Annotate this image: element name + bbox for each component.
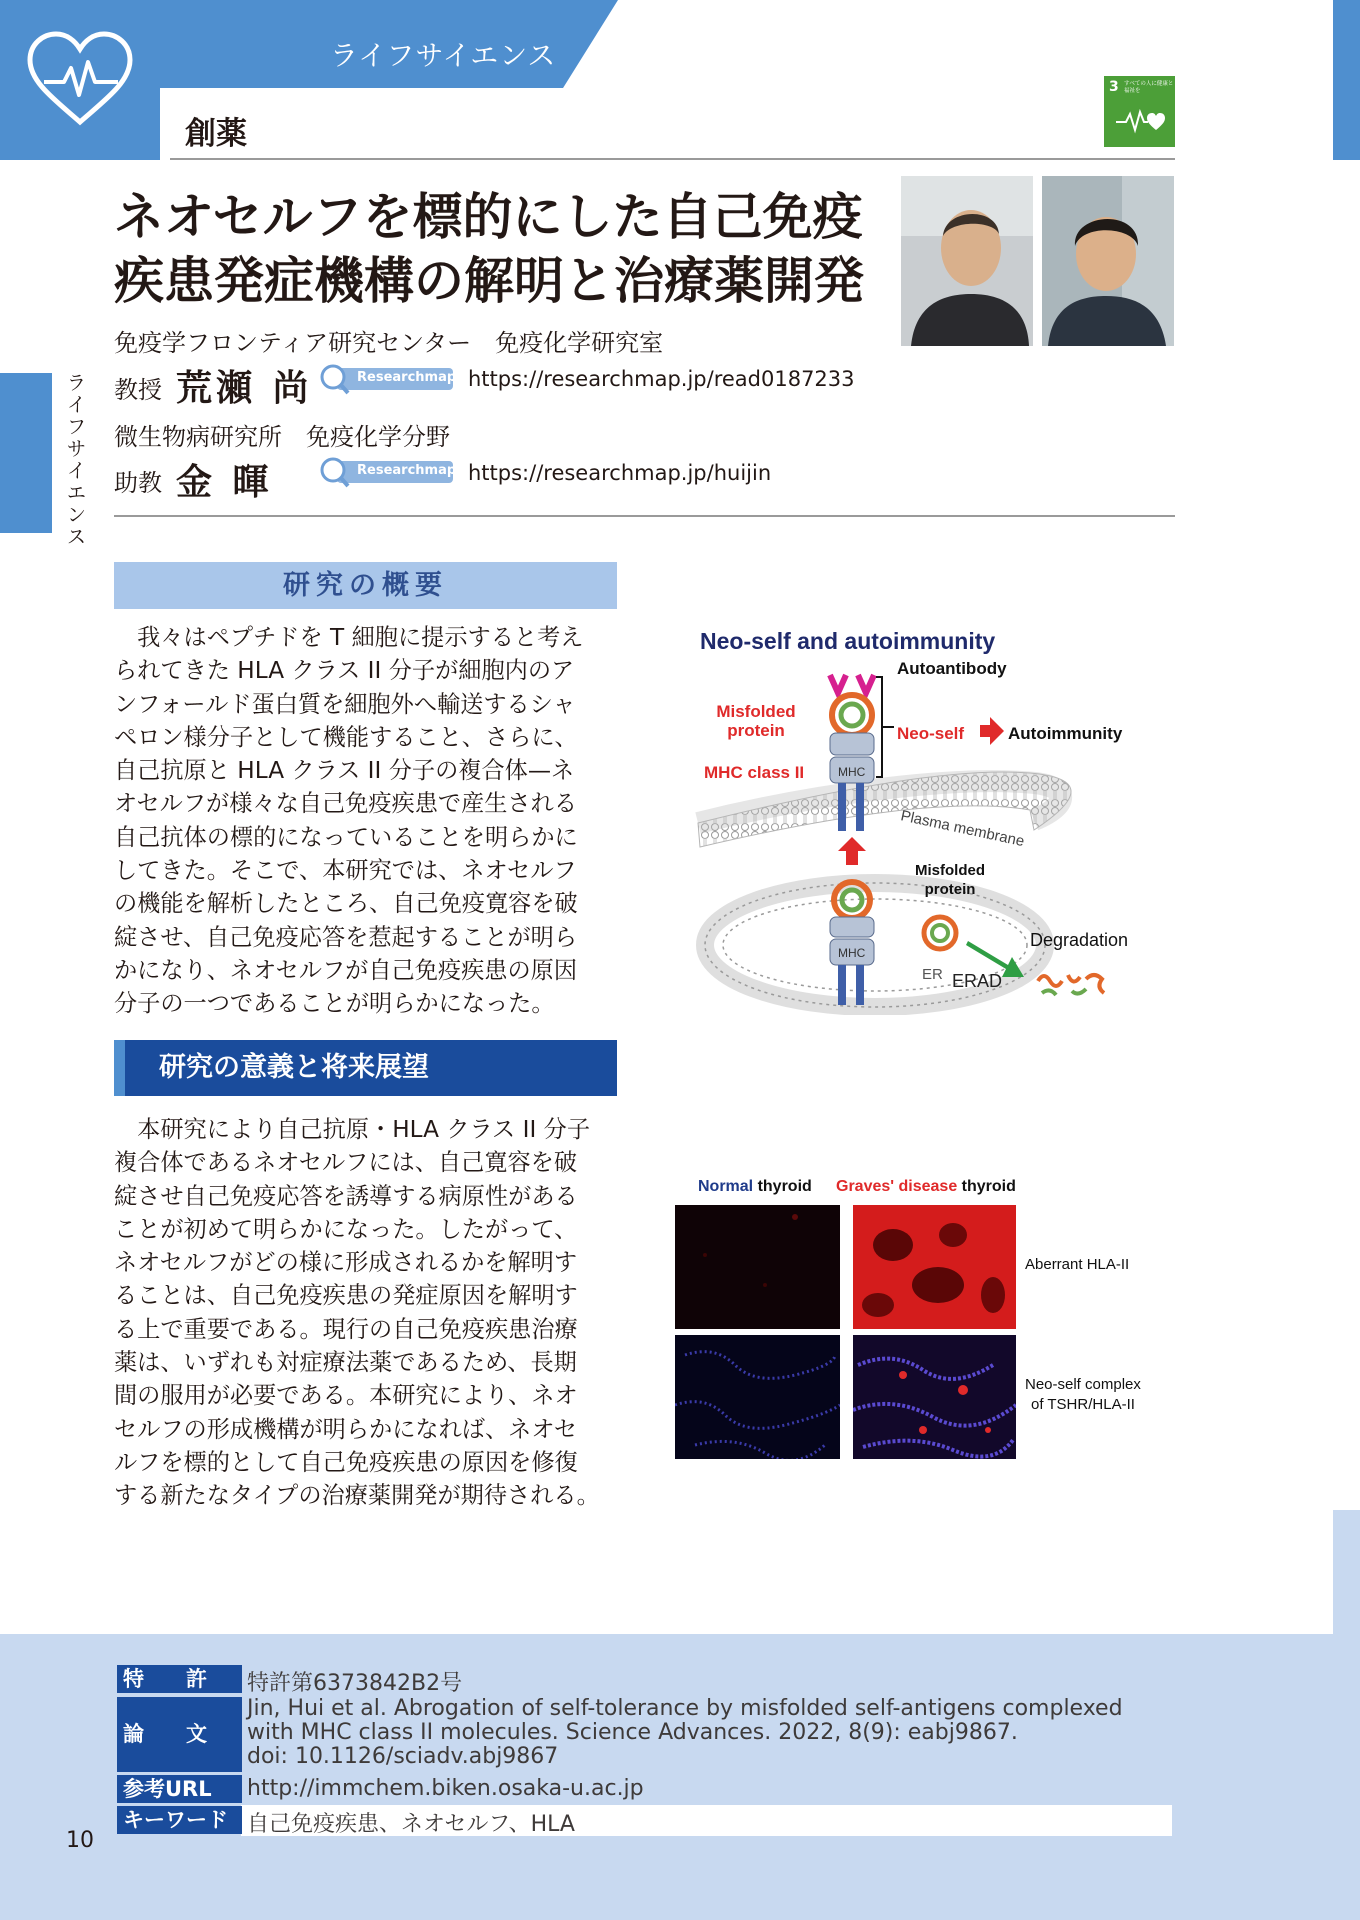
heading-accent-bar [114, 1040, 125, 1096]
significance-line: 本研究により自己抗原・HLA クラス II 分子 [114, 1116, 591, 1143]
autoantibody-icon [830, 675, 846, 693]
reference-url-link[interactable]: http://immchem.biken.osaka-u.ac.jp [247, 1776, 644, 1801]
neo-self-bracket [876, 677, 882, 777]
author-1-rank: 教授 [114, 376, 162, 404]
title-line-1: ネオセルフを標的にした自己免疫 [114, 188, 863, 246]
plasma-membrane-label: Plasma membrane [899, 807, 1026, 851]
paper-line-1: Jin, Hui et al. Abrogation of self-tolerance by misfolded self-antigens complexed [247, 1696, 1123, 1721]
author-1-url-link[interactable]: https://researchmap.jp/read0187233 [468, 367, 855, 391]
overview-line: 自己抗体の標的になっていることを明らかに [114, 823, 578, 851]
mhc-top-label: MHC [838, 765, 866, 779]
er-label: ER [922, 966, 943, 983]
overview-line: 我々はペプチドを T 細胞に提示すると考え [114, 624, 584, 651]
subcategory-label: 創薬 [185, 116, 247, 152]
overview-line: の機能を解析したところ、自己免疫寛容を破 [114, 890, 578, 918]
thyroid-figure [670, 1170, 1170, 1460]
researcher-photo-2 [1042, 176, 1174, 346]
graves-label: Graves' disease [836, 1178, 958, 1195]
paper-line-2: with MHC class II molecules. Science Advances. 2022, 8(9): eabj9867. [247, 1720, 1018, 1745]
significance-line: セルフの形成機構が明らかになれば、ネオセ [114, 1415, 578, 1443]
graves-thyroid-header [836, 1178, 1016, 1196]
normal-thyroid-hla-image [675, 1205, 840, 1329]
category-label: ライフサイエンス [330, 39, 557, 72]
graves-thyroid-neo-self-image [853, 1335, 1016, 1459]
title-line-2: 疾患発症機構の解明と治療薬開発 [114, 252, 864, 310]
patent-label: 特 許 [117, 1665, 242, 1693]
researchmap-label-1: Researchmap [357, 370, 457, 385]
significance-line: 複合体であるネオセルフには、自己寛容を破 [114, 1149, 578, 1177]
autoantibody-label: Autoantibody [897, 659, 1007, 678]
misfolded-protein-er-label-1: Misfolded [915, 862, 985, 879]
paper-line-3: doi: 10.1126/sciadv.abj9867 [247, 1744, 559, 1769]
paper-label: 論 文 [117, 1697, 242, 1772]
significance-body [114, 1113, 617, 1513]
graves-thyroid-hla-image [853, 1205, 1016, 1329]
side-tab [0, 373, 52, 533]
mhc-bottom-label: MHC [838, 946, 866, 960]
significance-line: 薬は、いずれも対症療法薬であるため、長期 [114, 1349, 577, 1377]
misfolded-protein-er-label-2: protein [924, 881, 976, 898]
author-1-name: 荒瀬 尚 [176, 368, 313, 409]
author-2-affiliation: 微生物病研究所 免疫化学分野 [114, 423, 450, 451]
significance-line: ルフを標的として自己免疫疾患の原因を修復 [114, 1448, 578, 1476]
author-2-rank: 助教 [114, 469, 162, 497]
misfolded-protein-label-1: Misfolded [716, 702, 796, 721]
neo-self-complex-line-1: Neo-self complex [1025, 1376, 1141, 1393]
author-2-name: 金 暉 [176, 462, 273, 503]
patent-value: 特許第6373842B2号 [247, 1671, 463, 1696]
diagram-title: Neo-self and autoimmunity [700, 628, 996, 654]
red-arrow-icon [980, 717, 1004, 745]
normal-thyroid-header [698, 1178, 812, 1196]
page-number: 10 [66, 1828, 94, 1853]
aberrant-hla-label: Aberrant HLA-II [1025, 1256, 1130, 1273]
researcher-photo-1 [901, 176, 1033, 346]
keywords-value: 自己免疫疾患、ネオセルフ、HLA [247, 1812, 575, 1837]
graves-thyroid-suffix: thyroid [957, 1178, 1016, 1195]
url-label: 参考URL [117, 1775, 242, 1803]
overview-line: ンフォールド蛋白質を細胞外へ輸送するシャ [114, 690, 576, 718]
normal-label: Normal [698, 1178, 754, 1195]
significance-line: 綻させ自己免疫応答を誘導する病原性がある [114, 1182, 578, 1210]
significance-heading-box [114, 1040, 617, 1096]
overview-line: られてきた HLA クラス II 分子が細胞内のア [114, 657, 575, 685]
heart-pulse-icon [0, 0, 160, 160]
overview-heading-box [114, 562, 617, 609]
keywords-label: キーワード [117, 1806, 242, 1834]
normal-thyroid-neo-self-image [675, 1335, 840, 1459]
right-edge-tab [1333, 0, 1360, 160]
autoimmunity-label: Autoimmunity [1008, 724, 1123, 743]
overview-line: かになり、ネオセルフが自己免疫疾患の原因 [114, 956, 578, 984]
right-edge-tab-bottom [1333, 1510, 1360, 1920]
overview-line: してきた。そこで、本研究では、ネオセルフ [114, 857, 577, 885]
overview-line: オセルフが様々な自己免疫疾患で産生される [114, 790, 578, 818]
sdg-text: すべての人に健康と福祉を [1124, 81, 1174, 94]
sdg-badge [1104, 76, 1175, 147]
side-tab-label: ライフサイエンス [63, 372, 87, 548]
significance-line: ることは、自己免疫疾患の発症原因を解明す [114, 1282, 578, 1310]
page-title [114, 185, 894, 313]
misfolded-protein-label-2: protein [727, 721, 785, 740]
significance-line: 間の服用が必要である。本研究により、ネオ [114, 1382, 578, 1410]
pulse-heart-icon [1114, 106, 1166, 136]
overview-line: 綻させ、自己免疫応答を惹起することが明ら [114, 923, 578, 951]
neo-self-diagram [690, 615, 1180, 1015]
neo-self-label: Neo-self [897, 724, 965, 743]
author-2-url-link[interactable]: https://researchmap.jp/huijin [468, 461, 772, 485]
overview-line: ペロン様分子として機能すること、さらに、 [114, 723, 578, 751]
neo-self-complex-label [1025, 1375, 1141, 1415]
researchmap-badge-2[interactable] [317, 456, 455, 488]
researchmap-badge-1[interactable] [317, 363, 455, 395]
authors-divider [114, 515, 1175, 517]
paper-value [247, 1697, 1172, 1769]
significance-line: ことが初めて明らかになった。したがって、 [114, 1215, 578, 1243]
significance-line: る上で重要である。現行の自己免疫疾患治療 [114, 1315, 578, 1343]
transport-arrow-icon [838, 837, 866, 865]
significance-heading: 研究の意義と将来展望 [159, 1052, 429, 1083]
overview-line: 分子の一つであることが明らかになった。 [114, 990, 555, 1018]
author-1-affiliation: 免疫学フロンティア研究センター 免疫化学研究室 [114, 329, 664, 357]
overview-body [114, 621, 617, 1021]
neo-self-complex-line-2: of TSHR/HLA-II [1030, 1396, 1135, 1413]
header-divider [170, 158, 1175, 160]
misfolded-protein-icon [832, 695, 872, 735]
researchmap-label-2: Researchmap [357, 463, 457, 478]
significance-line: する新たなタイプの治療薬開発が期待される。 [114, 1482, 600, 1510]
overview-heading: 研究の概要 [283, 570, 448, 601]
mhc-class-label: MHC class II [704, 763, 805, 782]
degradation-label: Degradation [1030, 930, 1129, 950]
overview-line: 自己抗原と HLA クラス II 分子の複合体—ネ [114, 757, 575, 785]
sdg-number: 3 [1109, 79, 1119, 95]
normal-thyroid-suffix: thyroid [753, 1178, 812, 1195]
significance-line: ネオセルフがどの様に形成されるかを解明す [114, 1249, 578, 1277]
erad-label: ERAD [952, 971, 1003, 991]
heart-icon-box [0, 0, 160, 160]
